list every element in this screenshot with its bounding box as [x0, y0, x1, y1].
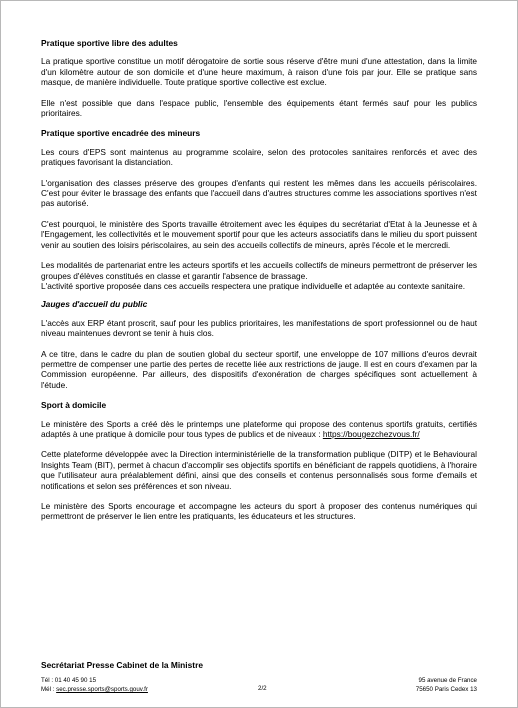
address-block — [416, 677, 477, 694]
section-title-domicile: Sport à domicile — [41, 400, 107, 411]
paragraph: A ce titre, dans le cadre du plan de soutien global du secteur sportif, une enveloppe de 107 millions d'euros devrait permettre de compenser une partie des pertes de recette liée aux restrictions de jauge. Il est en cours d'examen par la Commission européenne. Par ailleurs, des dispositifs d'exonération de charges spécifiques sont actuellement à l'étude. — [41, 348, 477, 390]
section-title-jauges: Jauges d'accueil du public — [41, 299, 148, 310]
footer-row — [41, 677, 477, 701]
paragraph: L'accès aux ERP étant proscrit, sauf pour les publics prioritaires, les manifestations de sport professionnel ou de haut niveau maintenues devront se tenir à huis clos. — [41, 317, 477, 339]
document-body — [41, 38, 477, 532]
paragraph: Le ministère des Sports encourage et accompagne les acteurs du sport à proposer des contenus numériques qui permettront de préserver le lien entre les pratiquants, les éducateurs et les structures. — [41, 501, 477, 522]
page-number: 2/2 — [258, 685, 267, 693]
paragraph: C'est pourquoi, le ministère des Sports travaille étroitement avec les équipes du secrétariat d'Etat à la Jeunesse et à l'Engagement, les collectivités et le mouvement sportif pour que les acteurs associatifs dans le milieu du sport puissent venir au soutien des loisirs périscolaires, au sein des accueils collectifs de mineurs, après l'école et le mercredi. — [41, 218, 478, 250]
bougezchezvous-link[interactable]: https://bougezchezvous.fr/ — [322, 428, 420, 439]
email-link[interactable]: sec.presse.sports@sports.gouv.fr — [56, 685, 148, 693]
email-label: Mél : — [41, 685, 57, 693]
paragraph: L'activité sportive proposée dans ces accueils respectera une pratique individuelle et adaptée au contexte sanitaire. — [41, 280, 466, 291]
paragraph: Cette plateforme développée avec la Direction interministérielle de la transformation publique (DITP) et le Behavioural Insights Team (BIT), permet à chacun d'accomplir ses objectifs sportifs en bénéficiant de rappels quotidiens, à l'horaire que l'utilisateur aura préalablement défini, ainsi que des conseils et contenus personnalisés sous forme d'emails et notifications et selon ses préférences et son niveau. — [41, 449, 477, 491]
paragraph: Les modalités de partenariat entre les acteurs sportifs et les accueils collectifs de mineurs permettront de préserver les groupes d'élèves constitués en classe et garantir l'absence de brassage. — [41, 260, 477, 281]
paragraph: La pratique sportive constitue un motif dérogatoire de sortie sous réserve d'être muni d'une attestation, dans la limite d'un kilomètre autour de son domicile et d'une heure maximum, à raison d'une fois par jour. Elle se pratique sans masque, de manière individuelle. Toute pratique sportive collective est exclue. — [41, 56, 477, 88]
paragraph: Les cours d'EPS sont maintenus au programme scolaire, selon des protocoles sanitaires renforcés et avec des pratiques favorisant la distanciation. — [41, 146, 477, 168]
section-title-adultes: Pratique sportive libre des adultes — [41, 38, 178, 48]
address-line-1: 95 avenue de France — [418, 677, 477, 685]
footer-title: Secrétariat Presse Cabinet de la Ministre — [41, 660, 203, 670]
phone-number: Tél : 01 40 45 90 15 — [41, 677, 97, 685]
email-line — [41, 686, 148, 694]
paragraph: L'organisation des classes préserve des groupes d'enfants qui restent les mêmes dans les accueils périscolaires. C'est pour éviter le brassage des enfants que l'accueil dans d'autres structures comme les associations sportives n'est pas autorisé. — [41, 177, 477, 209]
paragraph-text: Le ministère des Sports a créé dès le printemps une plateforme qui propose des contenus sportifs gratuits, certifiés adaptés à une pratique à domicile pour tous types de publics et de niveaux : — [41, 418, 477, 439]
paragraph-with-link — [41, 419, 477, 440]
contact-block — [41, 677, 148, 694]
footer — [41, 661, 477, 701]
paragraph: Elle n'est possible que dans l'espace public, l'ensemble des équipements étant fermés sauf pour les publics prioritaires. — [41, 97, 477, 119]
section-title-mineurs: Pratique sportive encadrée des mineurs — [41, 128, 201, 139]
address-line-2: 75650 Paris Cedex 13 — [415, 685, 477, 693]
